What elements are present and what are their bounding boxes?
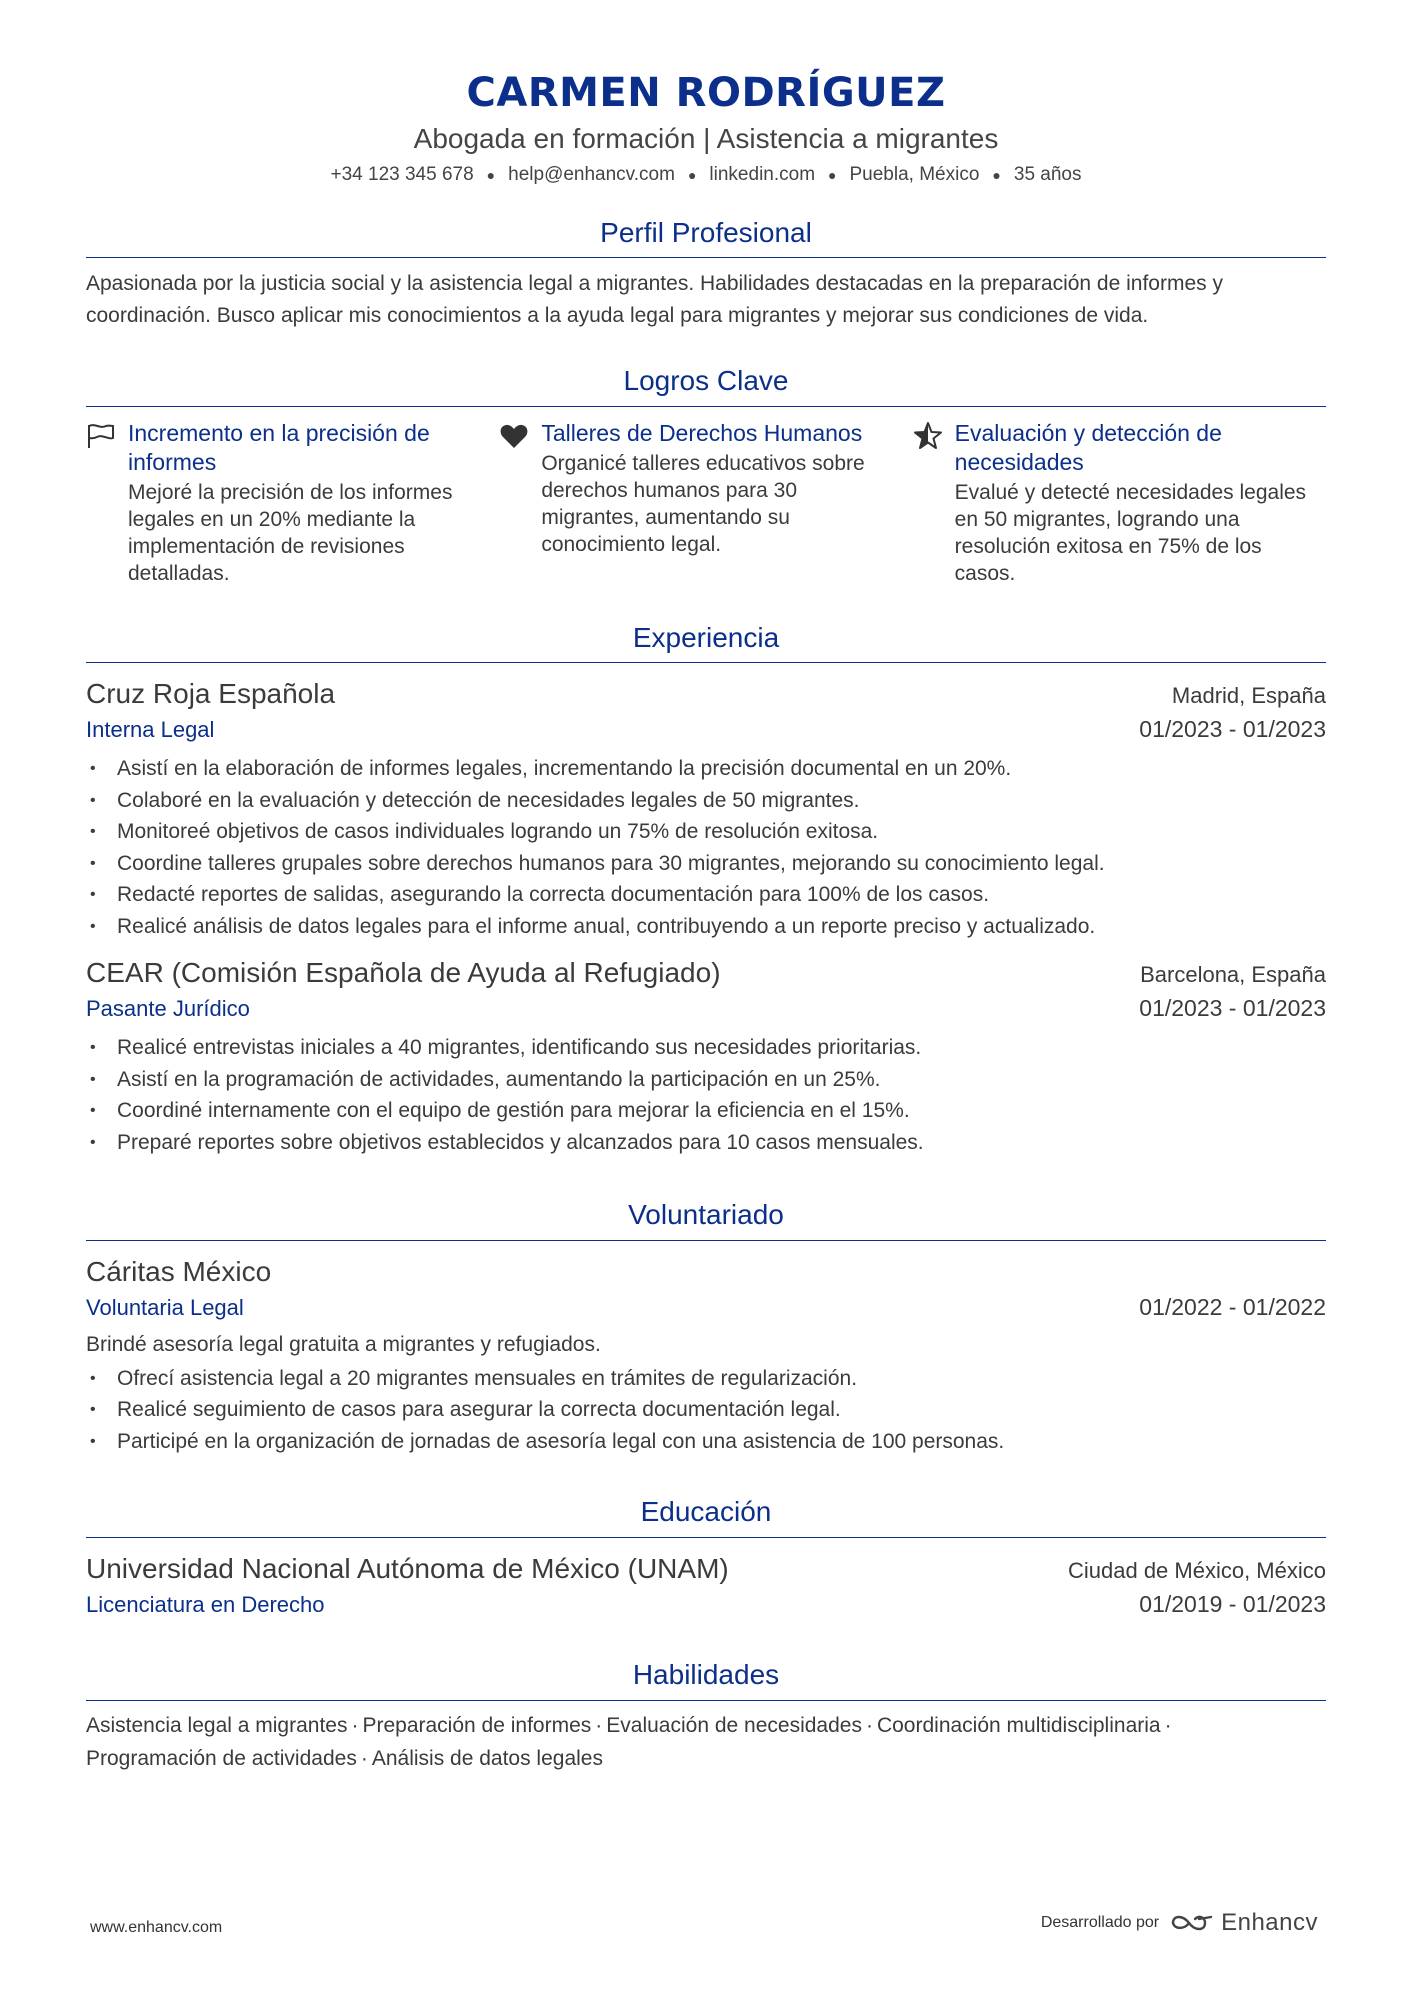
experience-entry [86,954,1326,1158]
skill-item: Evaluación de necesidades [606,1713,862,1737]
contact-linkedin[interactable]: linkedin.com [709,163,816,185]
separator-dot: · [595,1713,603,1737]
volunteering-entry [86,1253,1326,1458]
bullet-item: • Participé en la organización de jornadas de asesoría legal con una asistencia de 100 personas. [86,1426,1326,1458]
bullet-item: • Coordiné internamente con el equipo de gestión para mejorar la eficiencia en el 15%. [86,1095,1326,1127]
contact-age: 35 años [1013,163,1082,185]
achievement-description: Evalué y detecté necesidades legales en 50 migrantes, logrando una resolución exitosa en 75% de los casos. [954,480,1307,585]
bullet-item: • Ofrecí asistencia legal a 20 migrantes mensuales en trámites de regularización. [86,1363,1326,1395]
job-title: Pasante Jurídico [86,996,250,1022]
resume-page [86,70,1326,1775]
bullet-list [86,1032,1326,1158]
enhancv-logo-icon [1171,1911,1215,1935]
skill-item: Coordinación multidisciplinaria [876,1713,1161,1737]
skills-section [86,1658,1326,1775]
entry-description: Brindé asesoría legal gratuita a migrantes y refugiados. [86,1332,601,1356]
entry-dates: 01/2023 - 01/2023 [1139,995,1326,1022]
brand-name: Enhancv [1221,1909,1318,1936]
footer-website[interactable]: www.enhancv.com [90,1919,223,1936]
achievement-description: Mejoré la precisión de los informes legales en un 20% mediante la implementación de revisiones detalladas. [128,480,453,585]
entry-subheader [86,1588,1326,1622]
section-title-summary: Perfil Profesional [86,216,1326,259]
experience-entry [86,675,1326,942]
skills-list [86,1709,1326,1775]
education-entry [86,1550,1326,1622]
bullet-item: • Colaboré en la evaluación y detección de necesidades legales de 50 migrantes. [86,785,1326,817]
separator-dot: · [351,1713,359,1737]
contact-phone: +34 123 345 678 [330,163,474,185]
section-title-achievements: Logros Clave [86,364,1326,407]
company-name: CEAR (Comisión Española de Ayuda al Refugiado) [86,957,721,989]
bullet-item: • Asistí en la elaboración de informes legales, incrementando la precisión documental en un 20%. [86,753,1326,785]
achievements-section [86,364,1326,587]
entry-dates: 01/2023 - 01/2023 [1139,716,1326,743]
contact-email[interactable]: help@enhancv.com [508,163,675,185]
education-section [86,1495,1326,1622]
candidate-name: CARMEN RODRÍGUEZ [466,70,946,116]
entry-header [86,1253,1326,1291]
entry-dates: 01/2022 - 01/2022 [1139,1293,1326,1320]
resume-header [86,70,1326,186]
contact-location: Puebla, México [849,163,980,185]
skill-item: Asistencia legal a migrantes [86,1713,348,1737]
entry-location: Barcelona, España [1140,962,1326,988]
separator-dot: · [1164,1713,1172,1737]
separator-dot: · [865,1713,873,1737]
achievement-content [541,419,894,587]
volunteering-section [86,1198,1326,1457]
candidate-headline: Abogada en formación | Asistencia a migrantes [413,123,999,154]
experience-section [86,621,1326,1159]
section-title-skills: Habilidades [86,1658,1326,1701]
bullet-list [86,753,1326,942]
skill-item: Preparación de informes [362,1713,592,1737]
bullet-list [86,1363,1326,1458]
bullet-item: • Preparé reportes sobre objetivos establecidos y alcanzados para 10 casos mensuales. [86,1127,1326,1159]
entry-header [86,675,1326,713]
separator-dot: ● [992,166,1001,183]
separator-dot: ● [828,166,837,183]
skill-item: Análisis de datos legales [371,1746,603,1770]
entry-header [86,1550,1326,1588]
bullet-item: • Realicé entrevistas iniciales a 40 migrantes, identificando sus necesidades prioritarias. [86,1032,1326,1064]
achievement-title: Incremento en la precisión de informes [128,419,430,475]
achievement-content [128,419,481,587]
section-title-education: Educación [86,1495,1326,1538]
star-icon [913,419,955,451]
volunteer-role: Voluntaria Legal [86,1294,244,1320]
organization-name: Cáritas México [86,1255,272,1287]
entry-subheader [86,713,1326,747]
bullet-item: • Realicé seguimiento de casos para asegurar la correcta documentación legal. [86,1394,1326,1426]
job-title: Interna Legal [86,717,215,743]
achievement-item [499,419,912,587]
summary-section [86,216,1326,333]
school-name: Universidad Nacional Autónoma de México (UNAM) [86,1553,729,1585]
bullet-item: • Coordine talleres grupales sobre derechos humanos para 30 migrantes, mejorando su conocimiento legal. [86,848,1326,880]
bullet-item: • Redacté reportes de salidas, asegurando la correcta documentación para 100% de los casos. [86,879,1326,911]
powered-by-label: Desarrollado por [1040,1914,1160,1931]
heart-icon [499,419,541,451]
entry-subheader [86,1291,1326,1325]
achievement-title: Evaluación y detección de necesidades [954,419,1222,475]
achievement-content [955,419,1308,587]
company-name: Cruz Roja Española [86,678,336,710]
section-title-experience: Experiencia [86,621,1326,664]
achievement-item [913,419,1326,587]
footer-branding [1041,1909,1318,1937]
summary-text: Apasionada por la justicia social y la asistencia legal a migrantes. Habilidades destacadas en la preparación de informes y coordinación. Busco aplicar mis conocimientos a la ayuda legal para migrantes y mejorar sus condiciones de vida. [86,272,1223,328]
section-title-volunteering: Voluntariado [86,1198,1326,1241]
bullet-item: • Realicé análisis de datos legales para el informe anual, contribuyendo a un reporte preciso y actualizado. [86,911,1326,943]
skill-item: Programación de actividades [86,1746,357,1770]
degree-name: Licenciatura en Derecho [86,1592,325,1618]
entry-subheader [86,992,1326,1026]
entry-location: Madrid, España [1171,683,1326,709]
achievement-description: Organicé talleres educativos sobre derechos humanos para 30 migrantes, aumentando su conocimiento legal. [541,451,865,556]
achievement-item [86,419,499,587]
bullet-item: • Asistí en la programación de actividades, aumentando la participación en un 25%. [86,1064,1326,1096]
achievement-title: Talleres de Derechos Humanos [541,419,863,446]
entry-dates: 01/2019 - 01/2023 [1139,1591,1326,1618]
bullet-item: • Monitoreé objetivos de casos individuales logrando un 75% de resolución exitosa. [86,816,1326,848]
separator-dot: · [360,1746,368,1770]
separator-dot: ● [486,166,496,183]
achievements-list [86,419,1326,587]
flag-icon [86,419,128,451]
separator-dot: ● [687,166,697,183]
entry-header [86,954,1326,992]
entry-location: Ciudad de México, México [1067,1558,1326,1584]
contact-info [86,164,1326,186]
